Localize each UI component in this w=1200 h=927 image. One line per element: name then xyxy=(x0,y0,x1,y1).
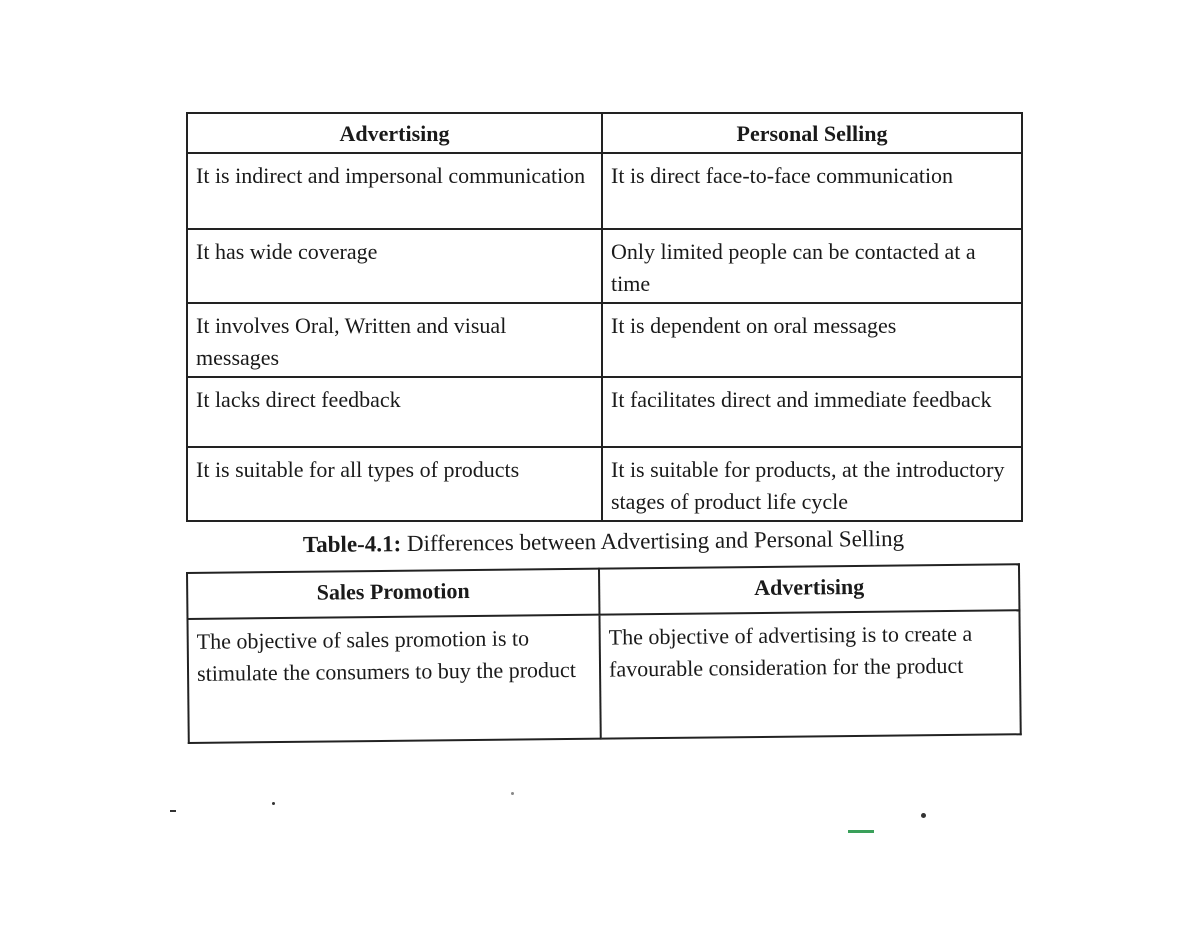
scan-speck xyxy=(170,810,176,812)
caption-label: Table-4.1: xyxy=(302,531,402,558)
table-row xyxy=(187,229,1022,303)
table-header-row xyxy=(187,113,1022,153)
caption-text: Differences between Advertising and Personal Selling xyxy=(406,525,905,557)
table-cell: Only limited people can be contacted at a time xyxy=(602,229,1022,303)
table-cell: The objective of sales promotion is to stimulate the consumers to buy the product xyxy=(187,615,600,743)
table-cell: It is suitable for products, at the introductory stages of product life cycle xyxy=(602,447,1022,521)
table-row xyxy=(187,447,1022,521)
scan-speck xyxy=(272,802,275,805)
scan-speck xyxy=(921,813,926,818)
column-header-advertising: Advertising xyxy=(187,113,602,153)
advertising-vs-personal-selling-table xyxy=(186,112,1023,522)
green-mark xyxy=(848,830,874,833)
scan-speck xyxy=(511,792,514,795)
column-header-sales-promotion: Sales Promotion xyxy=(187,569,599,619)
table-row xyxy=(187,153,1022,229)
table-cell: It involves Oral, Written and visual messages xyxy=(187,303,602,377)
table-caption xyxy=(186,522,1021,563)
table-cell: The objective of advertising is to create a favourable consideration for the product xyxy=(599,610,1020,738)
table-cell: It is direct face-to-face communication xyxy=(602,153,1022,229)
table-cell: It facilitates direct and immediate feedback xyxy=(602,377,1022,447)
table-row xyxy=(187,610,1020,743)
column-header-advertising: Advertising xyxy=(599,564,1019,614)
sales-promotion-vs-advertising-table xyxy=(186,563,1022,744)
table-cell: It is dependent on oral messages xyxy=(602,303,1022,377)
table-cell: It has wide coverage xyxy=(187,229,602,303)
table-row xyxy=(187,303,1022,377)
table-cell: It is indirect and impersonal communication xyxy=(187,153,602,229)
table-cell: It is suitable for all types of products xyxy=(187,447,602,521)
table-cell: It lacks direct feedback xyxy=(187,377,602,447)
table-row xyxy=(187,377,1022,447)
column-header-personal-selling: Personal Selling xyxy=(602,113,1022,153)
